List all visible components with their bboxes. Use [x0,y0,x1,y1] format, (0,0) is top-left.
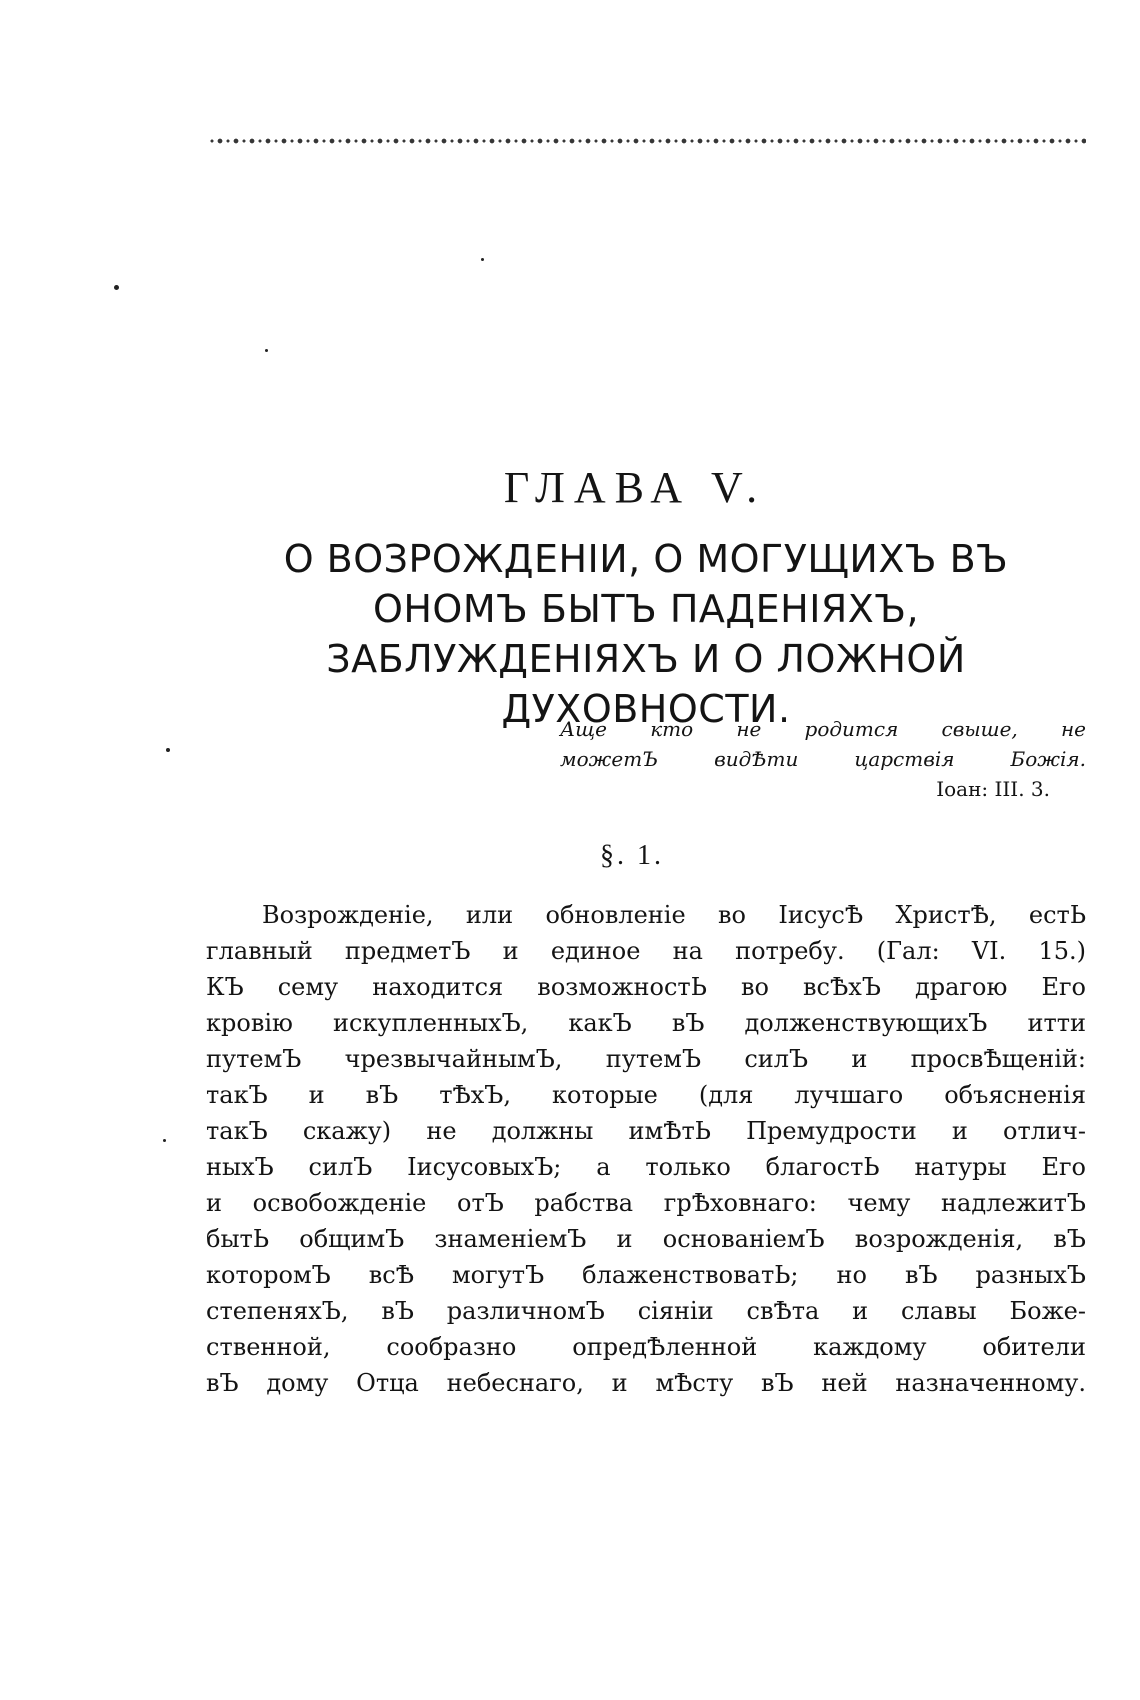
body-line: ныхЪ силЪ ІисусовыхЪ; а только благостЬ натуры Его [206,1153,1086,1181]
print-speck [166,748,170,752]
body-line: ственной, сообразно опредѢленной каждому обители [206,1333,1086,1361]
body-line: Возрожденіе, или обновленіе во ІисусѢ ХристѢ, естЬ [262,901,1086,929]
body-line: степеняхЪ, вЪ различномЪ сіяніи свѢта и славы Боже- [206,1297,1086,1325]
body-line: кровію искупленныхЪ, какЪ вЪ долженствующихЪ итти [206,1009,1086,1037]
print-speck [163,1139,166,1142]
epigraph-line: Аще кто не родится свыше, не [560,717,1086,741]
body-line: путемЪ чрезвычайнымЪ, путемЪ силЪ и просвѢщеній: [206,1045,1086,1073]
chapter-title: ГЛАВА V. [503,463,767,512]
print-speck [265,349,268,352]
print-speck [114,285,119,290]
epigraph-reference: Іоан: III. 3. [936,777,1050,801]
body-paragraph [206,897,1086,1401]
body-line: которомЪ всѢ могутЪ блаженствоватЬ; но вЪ разныхЪ [206,1261,1086,1289]
decorative-header-border [208,133,1086,149]
body-line: главный предметЪ и единое на потребу. (Гал: VI. 15.) [206,937,1086,965]
body-line: вЪ дому Отца небеснаго, и мѢсту вЪ ней назначенному. [206,1369,1086,1397]
body-line: бытЬ общимЪ знаменіемЪ и основаніемЪ возрожденія, вЪ [206,1225,1086,1253]
body-line: КЪ сему находится возможностЬ во всѢхЪ драгою Его [206,973,1086,1001]
print-speck [481,258,484,261]
epigraph-line: можетЪ видѢти царствія Божія. [560,747,1086,771]
chapter-subtitle: О ВОЗРОЖДЕНІИ, О МОГУЩИХЪ ВЪ ОНОМЪ БЫТЪ ПАДЕНІЯХЪ, ЗАБЛУЖДЕНІЯХЪ И О ЛОЖНОЙ ДУХОВНОСТИ. [283,537,1009,731]
body-line: и освобожденіе отЪ рабства грѢховнаго: чему надлежитЪ [206,1189,1086,1217]
section-mark: §. 1. [600,840,664,871]
body-line: такЪ и вЪ тѢхЪ, которые (для лучшаго объясненія [206,1081,1086,1109]
body-line: такЪ скажу) не должны имѢтЬ Премудрости и отлич- [206,1117,1086,1145]
epigraph [560,714,1086,804]
